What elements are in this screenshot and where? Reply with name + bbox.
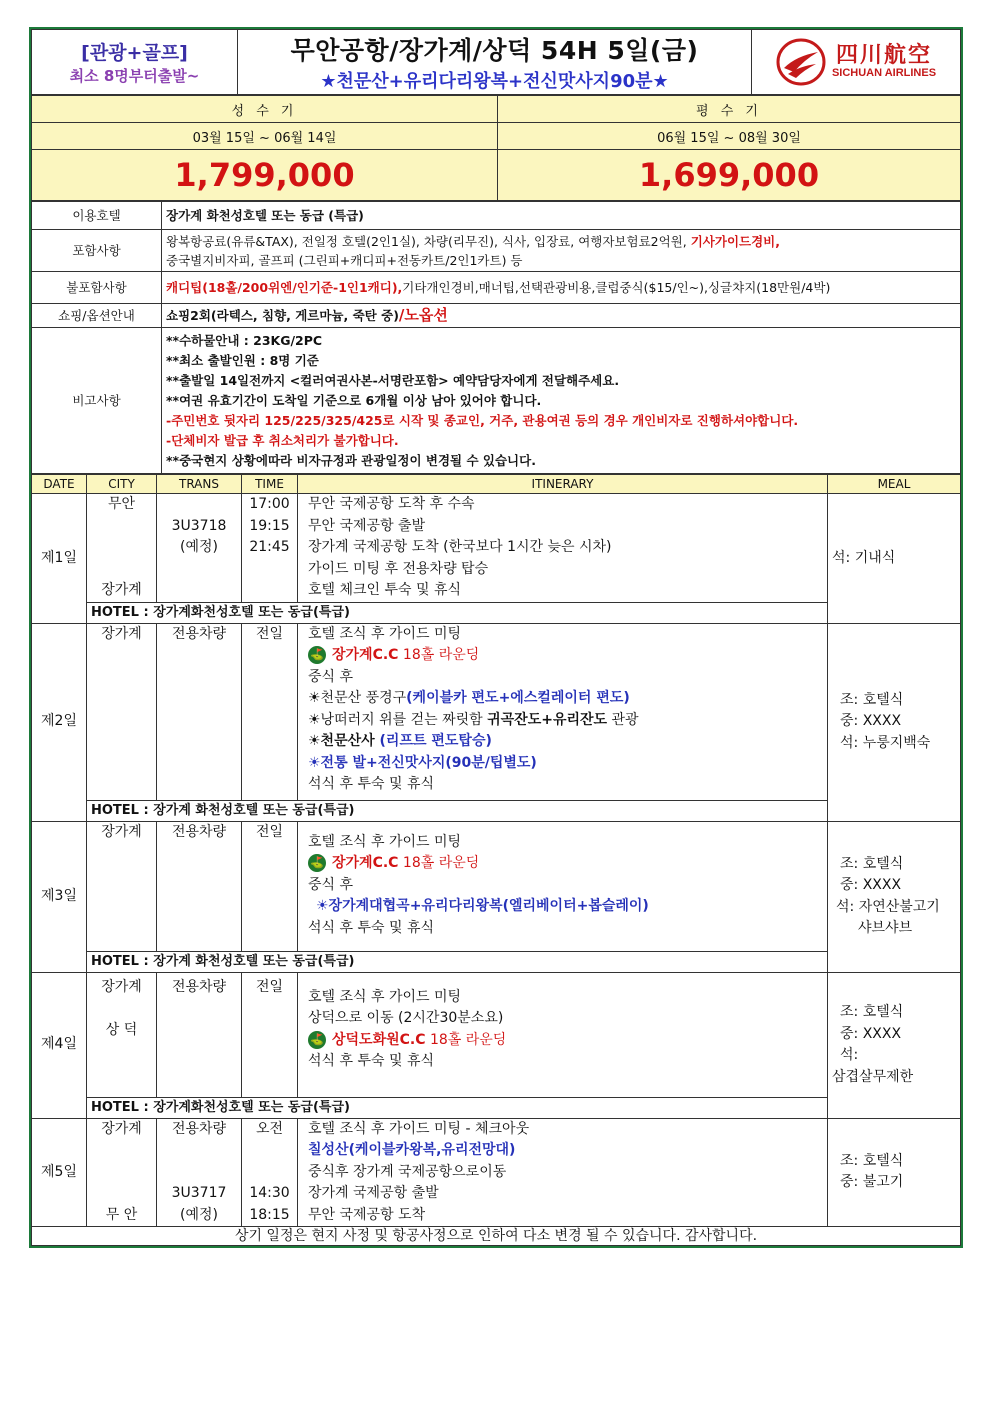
golf-flag-icon: ⛳ bbox=[308, 1031, 326, 1049]
meal: 석: 기내식 bbox=[832, 549, 896, 566]
season-period-regular: 06월 15일 ~ 08월 30일 bbox=[498, 123, 961, 150]
note-min-people: **최소 출발인원 : 8명 기준 bbox=[166, 352, 319, 368]
day-city bbox=[87, 623, 157, 800]
trans-note: (예정) bbox=[180, 1206, 218, 1223]
golf-holes: 18홀 라운딩 bbox=[402, 647, 480, 663]
day-label: 제4일 bbox=[32, 972, 87, 1118]
day-city bbox=[87, 1118, 157, 1227]
sichuan-airlines-bird-icon bbox=[776, 38, 826, 86]
col-itinerary: ITINERARY bbox=[298, 475, 828, 494]
itinerary-line: 석식 후 투숙 및 휴식 bbox=[308, 1053, 434, 1069]
day-trans bbox=[157, 821, 242, 951]
golf-course: 상덕도화원C.C bbox=[332, 1031, 426, 1048]
price-peak: 1,799,000 bbox=[32, 150, 498, 201]
note-visa-personal: -주민번호 뒷자리 125/225/325/425로 시작 및 종교인, 거주, 관용여권 등의 경우 개인비자로 진행하셔야합니다. bbox=[166, 412, 799, 428]
itinerary-line: 장가계 국제공항 도착 (한국보다 1시간 늦은 시차) bbox=[308, 539, 612, 555]
day-trans bbox=[157, 972, 242, 1097]
itinerary-line: 호텔 조식 후 가이드 미팅 bbox=[308, 988, 462, 1005]
time: 19:15 bbox=[249, 517, 290, 534]
page-subtitle: ★천문산+유리다리왕복+전신맛사지90분★ bbox=[320, 71, 669, 92]
day-hotel: HOTEL : 장가계 화천성호텔 또는 동급(특급) bbox=[87, 951, 828, 972]
hotel-value: 장가계 화천성호텔 또는 동급 (특급) bbox=[162, 202, 961, 230]
page-title: 무안공항/장가계/상덕 54H 5일(금) bbox=[290, 36, 699, 65]
airline-name-cn: 四川航空 bbox=[835, 43, 932, 68]
itinerary-line: 호텔 조식 후 가이드 미팅 bbox=[308, 833, 462, 850]
day-row bbox=[32, 623, 961, 800]
time: 전일 bbox=[255, 625, 284, 642]
itinerary-table bbox=[31, 474, 961, 1246]
day-row bbox=[32, 972, 961, 1097]
trans-line: 전용차량 bbox=[171, 978, 227, 995]
meal: 중: XXXX bbox=[840, 1025, 902, 1042]
itinerary-line: 무안 국제공항 출발 bbox=[308, 517, 426, 534]
meal: 석: bbox=[840, 1047, 859, 1063]
day-itinerary bbox=[298, 821, 828, 951]
col-city: CITY bbox=[87, 475, 157, 494]
trans-line: 전용차량 bbox=[171, 823, 227, 840]
min-people: 최소 8명부터출발~ bbox=[69, 67, 200, 85]
day-label: 제5일 bbox=[32, 1118, 87, 1227]
city: 장가계 bbox=[101, 978, 142, 995]
meal: 조: 호텔식 bbox=[840, 691, 904, 708]
note-visa-cancel: -단체비자 발급 후 취소처리가 불가합니다. bbox=[166, 432, 399, 448]
include-label: 포함사항 bbox=[32, 230, 162, 272]
tour-type: [관광+골프] bbox=[81, 42, 188, 64]
itinerary-line: 상덕으로 이동 (2시간30분소요) bbox=[308, 1010, 504, 1026]
note-baggage: **수하물안내 : 23KG/2PC bbox=[166, 332, 323, 348]
city: 장가계 bbox=[101, 625, 142, 642]
meal: 조: 호텔식 bbox=[840, 1152, 904, 1169]
day-meals bbox=[828, 623, 961, 821]
day-city bbox=[87, 494, 157, 603]
exclude-label: 불포함사항 bbox=[32, 272, 162, 304]
sight-name: ☀장가계대협곡+유리다리왕복(엘리베이터+봅슬레이) bbox=[316, 898, 649, 914]
sight-massage: ☀전통 발+전신맛사지(90분/팁별도) bbox=[308, 754, 537, 771]
meal: 샤브샤브 bbox=[858, 920, 913, 936]
city: 장가계 bbox=[101, 1120, 142, 1137]
col-trans: TRANS bbox=[157, 475, 242, 494]
flight-number: 3U3717 bbox=[171, 1185, 227, 1201]
exclude-value bbox=[162, 272, 961, 304]
trans-line: 전용차량 bbox=[171, 625, 227, 642]
sight-name: 칠성산(케이블카왕복,유리전망대) bbox=[308, 1142, 516, 1158]
info-table bbox=[31, 201, 961, 474]
city: 상 덕 bbox=[105, 1021, 138, 1038]
airline-name-en: SICHUAN AIRLINES bbox=[831, 67, 937, 79]
price-table bbox=[31, 95, 961, 201]
golf-flag-icon: ⛳ bbox=[308, 646, 326, 664]
flight-number: 3U3718 bbox=[171, 517, 227, 534]
day-trans bbox=[157, 1118, 242, 1227]
day-hotel: HOTEL : 장가계 화천성호텔 또는 동급(특급) bbox=[87, 800, 828, 821]
day-label: 제1일 bbox=[32, 494, 87, 624]
city: 장가계 bbox=[101, 823, 142, 840]
sight-name: ☀낭떠러지 위를 걷는 짜릿함 bbox=[308, 711, 488, 728]
time: 오전 bbox=[255, 1120, 284, 1137]
itinerary-line: 무안 국제공항 도착 bbox=[308, 1206, 426, 1223]
season-period-peak: 03월 15일 ~ 06월 14일 bbox=[32, 123, 498, 150]
day-time bbox=[242, 821, 298, 951]
city-arrive: 장가계 bbox=[101, 582, 142, 598]
day-meals bbox=[828, 1118, 961, 1227]
golf-holes: 18홀 라운딩 bbox=[402, 855, 480, 871]
meal: 중: 불고기 bbox=[840, 1174, 904, 1191]
day-itinerary bbox=[298, 972, 828, 1097]
exclude-rest: 기타개인경비,매너팁,선택관광비용,클럽중식($15/인~),싱글챠지(18만원/4박) bbox=[402, 280, 831, 295]
day-time bbox=[242, 972, 298, 1097]
sight-name: ☀천문산사 bbox=[308, 733, 380, 749]
day-city bbox=[87, 821, 157, 951]
note-change: **중국현지 상황에따라 비자규정과 관광일정이 변경될 수 있습니다. bbox=[166, 452, 536, 468]
include-guide-fee: 기사가이드경비, bbox=[690, 233, 780, 249]
tour-tag bbox=[32, 30, 238, 95]
day-row bbox=[32, 494, 961, 603]
day-label: 제2일 bbox=[32, 623, 87, 821]
itinerary-line: 가이드 미팅 후 전용차량 탑승 bbox=[308, 560, 489, 577]
meal: 삼겹살무제한 bbox=[832, 1068, 914, 1085]
golf-holes: 18홀 라운딩 bbox=[429, 1031, 507, 1048]
meal: 석: 자연산불고기 bbox=[836, 898, 940, 915]
meal: 조: 호텔식 bbox=[840, 1004, 904, 1020]
day-time bbox=[242, 1118, 298, 1227]
include-line2: 중국별지비자피, 골프피 (그린피+캐디피+전동카트/2인1카트) 등 bbox=[166, 252, 523, 268]
shopping-value bbox=[162, 304, 961, 328]
shopping-label: 쇼핑/옵션안내 bbox=[32, 304, 162, 328]
itinerary-line: 호텔 조식 후 가이드 미팅 bbox=[308, 625, 462, 642]
sight-detail: (리프트 편도탑승) bbox=[379, 733, 492, 749]
day-itinerary bbox=[298, 494, 828, 603]
day-itinerary bbox=[298, 1118, 828, 1227]
meal: 조: 호텔식 bbox=[840, 855, 904, 872]
time: 21:45 bbox=[249, 539, 290, 555]
city: 무 안 bbox=[105, 1206, 138, 1223]
day-row bbox=[32, 821, 961, 951]
day-trans bbox=[157, 623, 242, 800]
header-table bbox=[31, 29, 961, 95]
trans-line: 전용차량 bbox=[171, 1120, 227, 1137]
itinerary-line: 중식 후 bbox=[308, 876, 354, 893]
no-option-badge: /노옵션 bbox=[398, 306, 448, 324]
itinerary-line: 중식 후 bbox=[308, 668, 354, 685]
exclude-caddie-tip: 캐디팁(18홀/200위엔/인기준-1인1캐디), bbox=[166, 280, 403, 295]
itinerary-line: 석식 후 투숙 및 휴식 bbox=[308, 919, 434, 936]
title-cell bbox=[238, 30, 752, 95]
note-passport-copy: **출발일 14일전까지 <컬러여권사본-서명란포함> 예약담당자에게 전달해주세요. bbox=[166, 372, 620, 388]
price-regular: 1,699,000 bbox=[498, 150, 961, 201]
trans-line bbox=[161, 494, 237, 516]
itinerary-sheet bbox=[29, 27, 963, 1248]
time: 전일 bbox=[255, 823, 284, 840]
city-depart: 무안 bbox=[107, 496, 136, 512]
time: 17:00 bbox=[249, 496, 290, 512]
shopping-text: 쇼핑2회(라텍스, 침향, 게르마늄, 죽탄 중) bbox=[166, 308, 399, 323]
day-time bbox=[242, 494, 298, 603]
sight-detail: (케이블카 편도+에스컬레이터 편도) bbox=[406, 690, 630, 706]
day-time bbox=[242, 623, 298, 800]
col-time: TIME bbox=[242, 475, 298, 494]
time: 전일 bbox=[255, 978, 284, 995]
season-name-peak: 성 수 기 bbox=[32, 96, 498, 123]
include-value bbox=[162, 230, 961, 272]
day-trans bbox=[157, 494, 242, 603]
meal: 석: 누룽지백숙 bbox=[840, 734, 931, 751]
meal: 중: XXXX bbox=[840, 877, 902, 893]
note-passport-validity: **여권 유효기간이 도착일 기준으로 6개월 이상 남아 있어야 합니다. bbox=[166, 392, 542, 408]
itinerary-line: 중식후 장가계 국제공항으로이동 bbox=[308, 1163, 507, 1180]
golf-course: 장가계C.C bbox=[332, 855, 399, 871]
trans-note: (예정) bbox=[180, 539, 218, 555]
itinerary-line: 장가계 국제공항 출발 bbox=[308, 1185, 439, 1201]
day-label: 제3일 bbox=[32, 821, 87, 972]
day-row bbox=[32, 1118, 961, 1227]
notes-label: 비고사항 bbox=[32, 328, 162, 474]
footer-note: 상기 일정은 현지 사정 및 항공사정으로 인하여 다소 변경 될 수 있습니다. 감사합니다. bbox=[32, 1227, 961, 1246]
itinerary-line: 호텔 조식 후 가이드 미팅 - 체크아웃 bbox=[308, 1120, 530, 1137]
include-line1: 왕복항공료(유류&TAX), 전일정 호텔(2인1실), 차량(리무진), 식사, 입장료, 여행자보험료2억원, bbox=[166, 233, 687, 249]
day-meals bbox=[828, 972, 961, 1118]
day-hotel: HOTEL : 장가계화천성호텔 또는 동급(특급) bbox=[87, 1097, 828, 1118]
golf-course: 장가계C.C bbox=[332, 647, 399, 663]
meal: 중: XXXX bbox=[840, 713, 902, 730]
notes-value bbox=[162, 328, 961, 474]
time: 18:15 bbox=[249, 1206, 290, 1223]
itinerary-line: 무안 국제공항 도착 후 수속 bbox=[308, 496, 475, 512]
col-meal: MEAL bbox=[828, 475, 961, 494]
day-meals bbox=[828, 821, 961, 972]
day-hotel: HOTEL : 장가계화천성호텔 또는 동급(특급) bbox=[87, 602, 828, 623]
day-city bbox=[87, 972, 157, 1097]
day-meals bbox=[828, 494, 961, 624]
golf-flag-icon: ⛳ bbox=[308, 854, 326, 872]
sight-highlight: 귀곡잔도+유리잔도 bbox=[487, 711, 608, 728]
season-name-regular: 평 수 기 bbox=[498, 96, 961, 123]
sight-name: ☀천문산 풍경구 bbox=[308, 690, 407, 706]
itinerary-line: 석식 후 투숙 및 휴식 bbox=[308, 776, 434, 792]
day-itinerary bbox=[298, 623, 828, 800]
time: 14:30 bbox=[249, 1185, 290, 1201]
itinerary-line: 호텔 체크인 투숙 및 휴식 bbox=[308, 582, 462, 598]
sight-detail: 관광 bbox=[607, 711, 639, 728]
hotel-label: 이용호텔 bbox=[32, 202, 162, 230]
airline-logo bbox=[752, 30, 961, 95]
col-date: DATE bbox=[32, 475, 87, 494]
